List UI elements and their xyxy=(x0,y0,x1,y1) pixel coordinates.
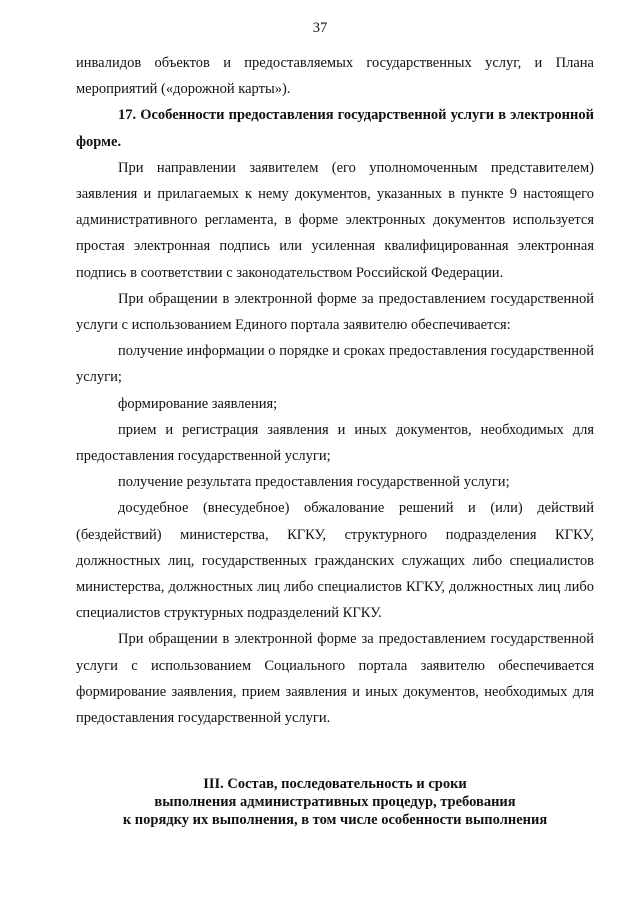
list-item-result: получение результата предоставления государственной услуги; xyxy=(118,474,510,491)
page-number: 37 xyxy=(312,20,328,36)
paragraph-unified-portal: При обращении в электронной форме за предоставлением государственной услуги с использованием Единого портала заявителю обеспечивается: xyxy=(76,290,594,334)
section-heading-line-1: III. Состав, последовательность и сроки xyxy=(203,776,467,792)
list-item-appeal: досудебное (внесудебное) обжалование решений и (или) действий (бездействий) министерства, КГКУ, структурного подразделения КГКУ, должностных лиц, государственных гражданских служащих либо специалистов министерства, должностных лиц либо специалистов КГКУ, должностных лиц либо специалистов структурных подразделений КГКУ. xyxy=(76,500,594,622)
paragraph-continuation: инвалидов объектов и предоставляемых государственных услуг, и Плана мероприятий («дорожной карты»). xyxy=(76,55,594,98)
list-item-registration: прием и регистрация заявления и иных документов, необходимых для предоставления государственной услуги; xyxy=(76,421,594,465)
list-item-information: получение информации о порядке и сроках предоставления государственной услуги; xyxy=(76,343,594,386)
section-heading-line-2: выполнения административных процедур, требования xyxy=(154,794,516,810)
subsection-heading-17: 17. Особенности предоставления государственной услуги в электронной форме. xyxy=(76,107,594,150)
paragraph-electronic-signature: При направлении заявителем (его уполномоченным представителем) заявления и прилагаемых к нему документов, указанных в пункте 9 настоящего административного регламента, в форме электронных документов используется простая электронная подпись или усиленная квалифицированная электронная подпись в соответствии с законодательством Российской Федерации. xyxy=(76,159,594,281)
paragraph-social-portal: При обращении в электронной форме за предоставлением государственной услуги с использованием Социального портала заявителю обеспечивается формирование заявления, прием заявления и иных документов, необходимых для предоставления государственной услуги. xyxy=(76,631,594,727)
section-heading-line-3: к порядку их выполнения, в том числе особенности выполнения xyxy=(122,812,548,828)
section-heading xyxy=(76,775,594,829)
document-body xyxy=(76,50,594,731)
list-item-application: формирование заявления; xyxy=(118,395,278,412)
